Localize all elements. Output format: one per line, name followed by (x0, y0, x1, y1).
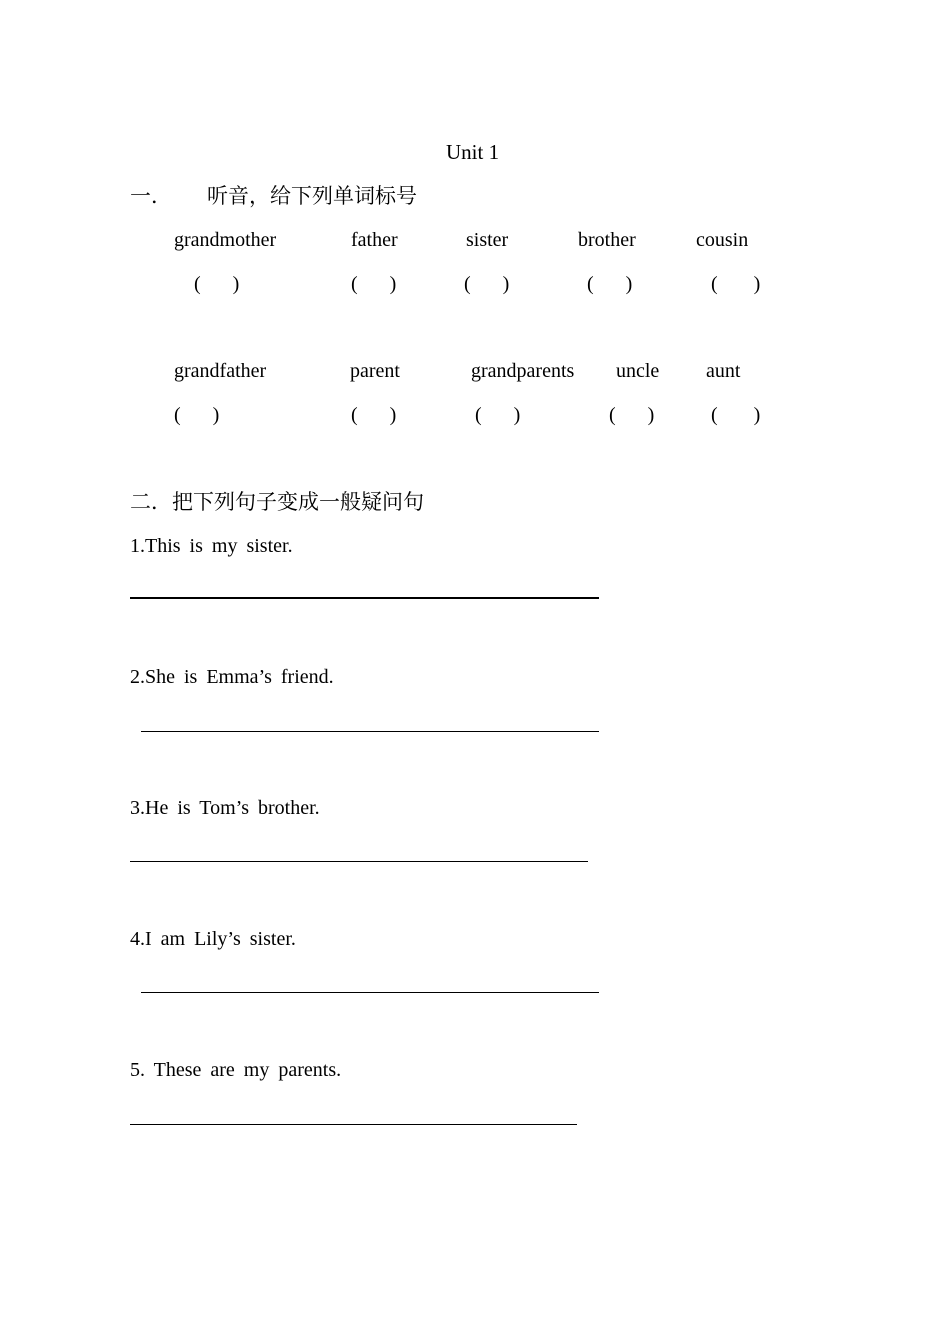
word-sister: sister (466, 229, 509, 251)
word-grandmother: grandmother (174, 229, 277, 251)
answer-line-2[interactable] (141, 731, 599, 732)
answer-line-1[interactable] (130, 597, 599, 599)
answer-blank[interactable]: ( ) (711, 404, 761, 426)
answer-blank[interactable]: ( ) (587, 273, 633, 295)
answer-blank[interactable]: ( ) (464, 273, 510, 295)
answer-blank[interactable]: ( ) (351, 404, 397, 426)
word-brother: brother (578, 229, 636, 251)
sentence-5: 5. These are my parents. (130, 1059, 342, 1081)
answer-blank[interactable]: ( ) (711, 273, 761, 295)
answer-blank[interactable]: ( ) (194, 273, 240, 295)
answer-blank[interactable]: ( ) (475, 404, 521, 426)
word-grandfather: grandfather (174, 360, 267, 382)
answer-line-4[interactable] (141, 992, 599, 993)
answer-blank[interactable]: ( ) (351, 273, 397, 295)
page-title: Unit 1 (446, 140, 500, 164)
word-father: father (351, 229, 398, 251)
sentence-1: 1.This is my sister. (130, 535, 293, 557)
section1-number: 一． (130, 184, 172, 208)
answer-line-5[interactable] (130, 1124, 577, 1125)
sentence-2: 2.She is Emma’s friend. (130, 666, 334, 688)
word-grandparents: grandparents (471, 360, 575, 382)
word-aunt: aunt (706, 360, 741, 382)
sentence-4: 4.I am Lily’s sister. (130, 928, 296, 950)
word-cousin: cousin (696, 229, 749, 251)
answer-blank[interactable]: ( ) (609, 404, 655, 426)
answer-line-3[interactable] (130, 861, 588, 862)
word-parent: parent (350, 360, 400, 382)
sentence-3: 3.He is Tom’s brother. (130, 797, 320, 819)
section1-heading: 听音，给下列单词标号 (207, 184, 417, 208)
section2-heading: 二．把下列句子变成一般疑问句 (130, 490, 424, 514)
answer-blank[interactable]: ( ) (174, 404, 220, 426)
word-uncle: uncle (616, 360, 660, 382)
